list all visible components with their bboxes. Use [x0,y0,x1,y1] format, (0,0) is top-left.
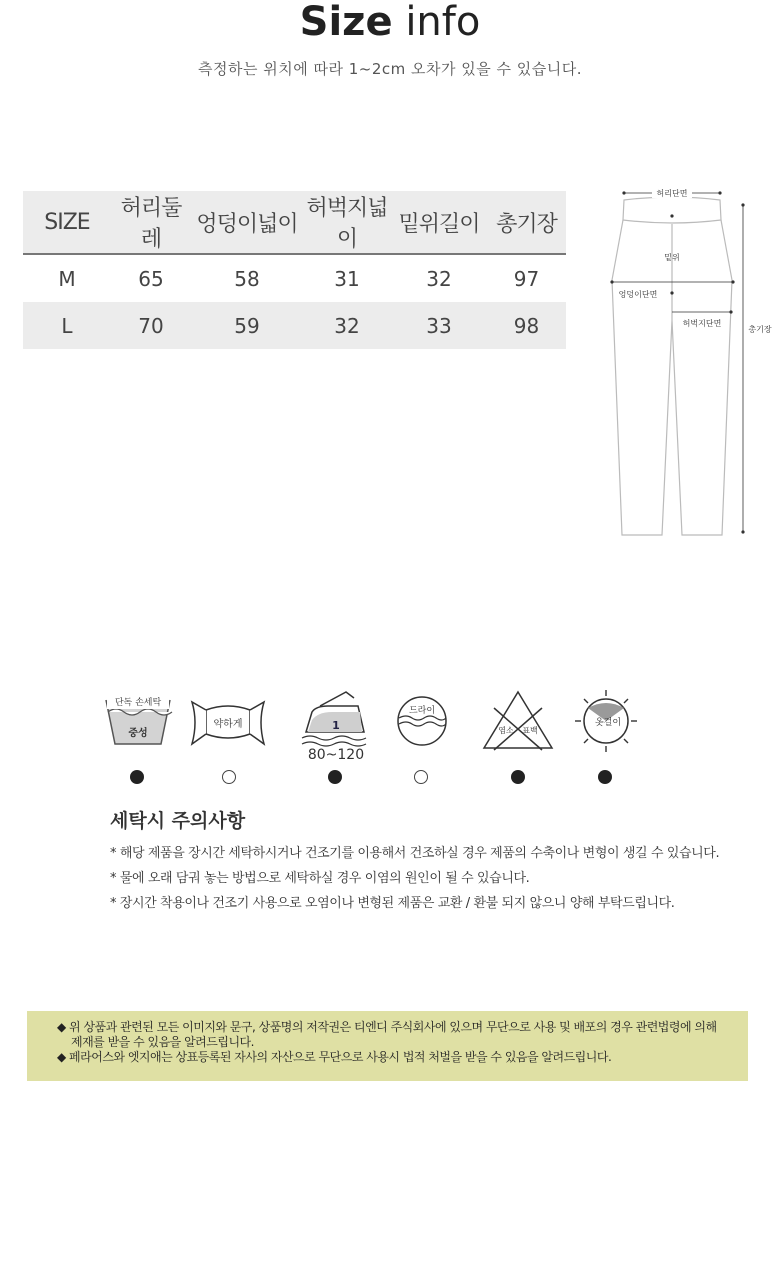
cell-thigh: 31 [334,266,360,291]
dry-clean-indicator [414,770,428,784]
shade-dry-indicator [598,770,612,784]
diagram-hip-label: 엉덩이단면 [618,290,658,299]
diagram-thigh-label: 허벅지단면 [682,319,722,328]
no-bleach-right-label: 표백 [522,726,538,735]
notice-line: ◆ 위 상품과 관련된 모든 이미지와 문구, 상품명의 저작권은 티엔디 주식회사에 있으며 무단으로 사용 및 배포의 경우 관련법령에 의해 [57,1020,717,1034]
diagram-waist-label: 허리단면 [656,189,688,198]
header-length: 총기장 [487,191,566,254]
size-table-header-row [23,191,566,254]
hand-wash-indicator [130,770,144,784]
notice-line: ◆ 페라어스와 엣지애는 상표등록된 자사의 자산으로 무단으로 사용시 법적 처벌을 받을 수 있음을 알려드립니다. [57,1050,612,1064]
no-bleach-left-label: 염소 [498,726,514,735]
copyright-notice [27,1011,748,1081]
iron-indicator [328,770,342,784]
care-note: * 장시간 착용이나 건조기 사용으로 오염이나 변형된 제품은 교환 / 환불 되지 않으니 양해 부탁드립니다. [110,896,675,911]
care-notes-title: 세탁시 주의사항 [110,810,246,832]
iron-temperature: 80~120 [307,747,365,763]
notice-line: 제재를 받을 수 있음을 알려드립니다. [71,1035,254,1049]
wring-gently-indicator [222,770,236,784]
dry-clean-label: 드라이 [408,706,436,716]
cell-size: M [58,266,76,291]
care-note: * 해당 제품을 장시간 세탁하시거나 건조기를 이용해서 건조하실 경우 제품의 수축이나 변형이 생길 수 있습니다. [110,846,720,861]
hand-wash-label: 단독 손세탁 [114,698,162,708]
cell-waist: 70 [111,302,191,349]
title-light: info [405,0,481,45]
no-bleach-indicator [511,770,525,784]
cell-hip: 59 [191,302,303,349]
cell-waist: 65 [138,266,164,291]
header-waist: 허리둘레 [111,191,191,254]
header-thigh: 허벅지넓이 [303,191,391,254]
cell-thigh: 32 [303,302,391,349]
page-subtitle: 측정하는 위치에 따라 1~2cm 오차가 있을 수 있습니다. [198,60,582,78]
cell-size: L [23,302,111,349]
care-note: * 물에 오래 담궈 놓는 방법으로 세탁하실 경우 이염의 원인이 될 수 있습니다. [110,871,530,886]
header-rise: 밑위길이 [391,191,487,254]
page-title [0,0,780,44]
pants-diagram [600,180,778,540]
wring-gently-label: 약하게 [213,719,243,730]
wring-gently-icon [190,688,266,754]
title-bold: Size [299,0,393,45]
cell-length: 98 [487,302,566,349]
table-row [23,302,566,349]
hand-wash-sub-label: 중성 [128,728,148,739]
iron-level-label: 1 [332,719,340,732]
diagram-length-label: 총기장 [748,325,772,334]
no-bleach-icon [480,688,556,754]
diagram-rise-label: 밑위 [664,253,680,262]
table-row [23,254,566,302]
header-hip: 엉덩이넓이 [191,191,303,254]
iron-icon [298,688,374,754]
size-table [23,191,566,349]
dry-clean-icon [384,688,460,754]
cell-length: 97 [513,266,540,291]
cell-hip: 58 [234,266,260,291]
cell-rise: 32 [426,266,452,291]
header-size: SIZE [23,191,111,254]
shade-dry-label: 옷걸이 [594,718,622,728]
cell-rise: 33 [391,302,487,349]
hand-wash-icon [102,688,178,754]
shade-dry-icon [568,688,644,754]
pants-outline [612,197,732,535]
